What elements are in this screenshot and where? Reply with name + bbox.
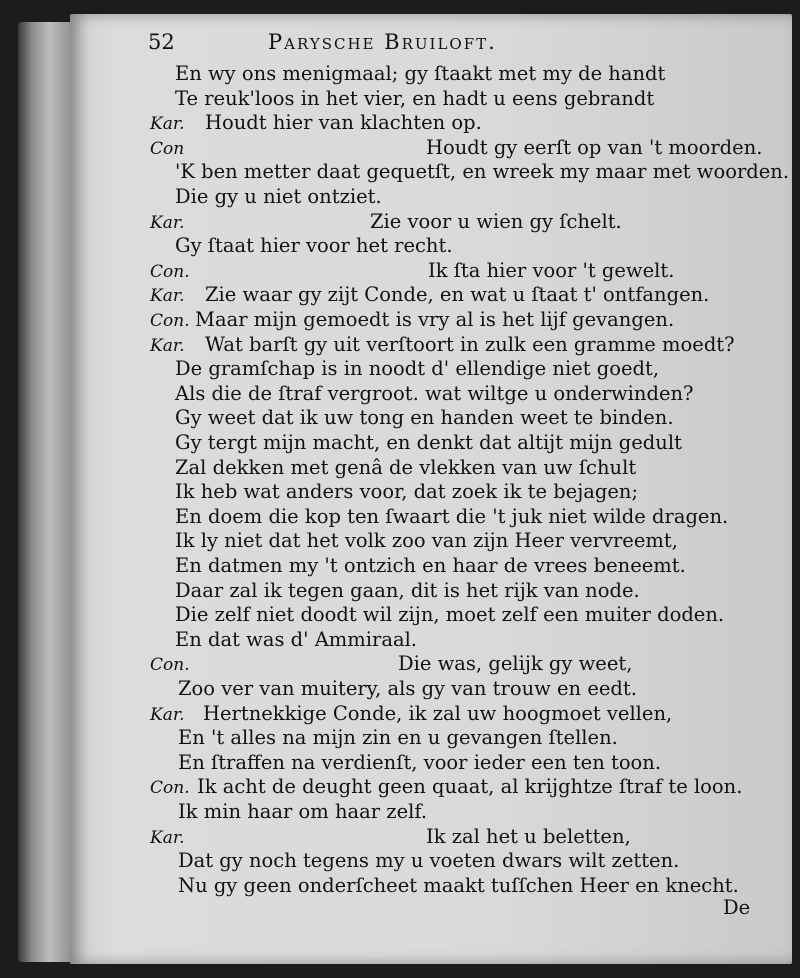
verse-line: Te reuk'loos in het vier, en hadt u eens gebrandt [175, 86, 655, 110]
speaker-label: Kar. [150, 114, 185, 135]
verse-line: Ik ſta hier voor 't gewelt. [428, 258, 675, 282]
verse-line: Die gy u niet ontziet. [175, 185, 382, 208]
speaker-label: Con. [150, 311, 190, 331]
catchword: De [723, 896, 751, 919]
verse-line: Zal dekken met genâ de vlekken van uw ſchult [175, 455, 637, 479]
verse-line: Hertnekkige Conde, ik zal uw hoogmoet vellen, [203, 701, 673, 725]
verse-line: En doem die kop ten ſwaart die 't juk niet wilde dragen. [175, 504, 729, 528]
verse-line: Zoo ver van muitery, als gy van trouw en eedt. [178, 677, 637, 700]
verse-line: Nu gy geen onderſcheet maakt tuſſchen Heer en knecht. [178, 873, 739, 897]
speaker-label: Con [150, 138, 185, 159]
verse-line: Zie waar gy zijt Conde, en wat u ſtaat t' ontfangen. [205, 283, 710, 307]
verse-line: Ik heb wat anders voor, dat zoek ik te bejagen; [175, 480, 639, 504]
verse-line: Dat gy noch tegens my u voeten dwars wilt zetten. [178, 849, 680, 873]
verse-line: En ſtraffen na verdienſt, voor ieder een ten toon. [178, 750, 662, 774]
verse-line: Ik zal het u beletten, [426, 824, 631, 848]
speaker-label: Kar. [150, 704, 185, 725]
verse-line: Daar zal ik tegen gaan, dit is het rijk van node. [175, 578, 640, 602]
speaker-label: Kar. [150, 335, 185, 356]
verse-line: Gy ſtaat hier voor het recht. [175, 234, 453, 258]
speaker-label: Con. [150, 655, 190, 676]
verse-line: Ik min haar om haar zelf. [178, 800, 428, 823]
speaker-label: Kar. [150, 286, 185, 307]
verse-line: En 't alles na mijn zin en u gevangen ſtellen. [178, 726, 618, 750]
verse-line: Houdt gy eerſt op van 't moorden. [426, 135, 763, 159]
verse-line: Ik ly niet dat het volk zoo van zijn Heer vervreemt, [175, 529, 678, 553]
verse-line: Gy tergt mijn macht, en denkt dat altijt mijn gedult [175, 431, 682, 454]
verse-line: En wy ons menigmaal; gy ſtaakt met my de handt [175, 62, 666, 85]
speaker-label: Con. [150, 261, 190, 282]
verse-line: Houdt hier van klachten op. [205, 111, 482, 135]
running-title: Parysche Bruiloft. [268, 30, 497, 54]
verse-line: 'K ben metter daat gequetſt, en wreek my maar met woorden. [175, 160, 790, 184]
speaker-label: Con. [150, 778, 190, 799]
verse-line: Ik acht de deught geen quaat, al krijghtze ſtraf te loon. [197, 775, 743, 799]
verse-line: Die zelf niet doodt wil zijn, moet zelf een muiter doden. [175, 603, 725, 627]
verse-line: En datmen my 't ontzich en haar de vrees beneemt. [175, 554, 686, 577]
verse-line: Die was, gelijk gy weet, [398, 652, 633, 676]
verse-line: Zie voor u wien gy ſchelt. [370, 209, 622, 233]
speaker-label: Kar. [150, 212, 185, 233]
verse-line: Maar mijn gemoedt is vry al is het lijf gevangen. [195, 308, 675, 331]
verse-line: De gramſchap is in noodt d' ellendige niet goedt, [175, 357, 660, 381]
page-number: 52 [148, 30, 175, 54]
speaker-label: Kar. [150, 827, 185, 848]
verse-line: Gy weet dat ik uw tong en handen weet te binden. [175, 406, 674, 430]
verse-line: Als die de ſtraf vergroot. wat wiltge u onderwinden? [175, 381, 694, 405]
verse-line: En dat was d' Ammiraal. [175, 627, 418, 651]
verse-line: Wat barſt gy uit verſtoort in zulk een gramme moedt? [205, 332, 735, 356]
